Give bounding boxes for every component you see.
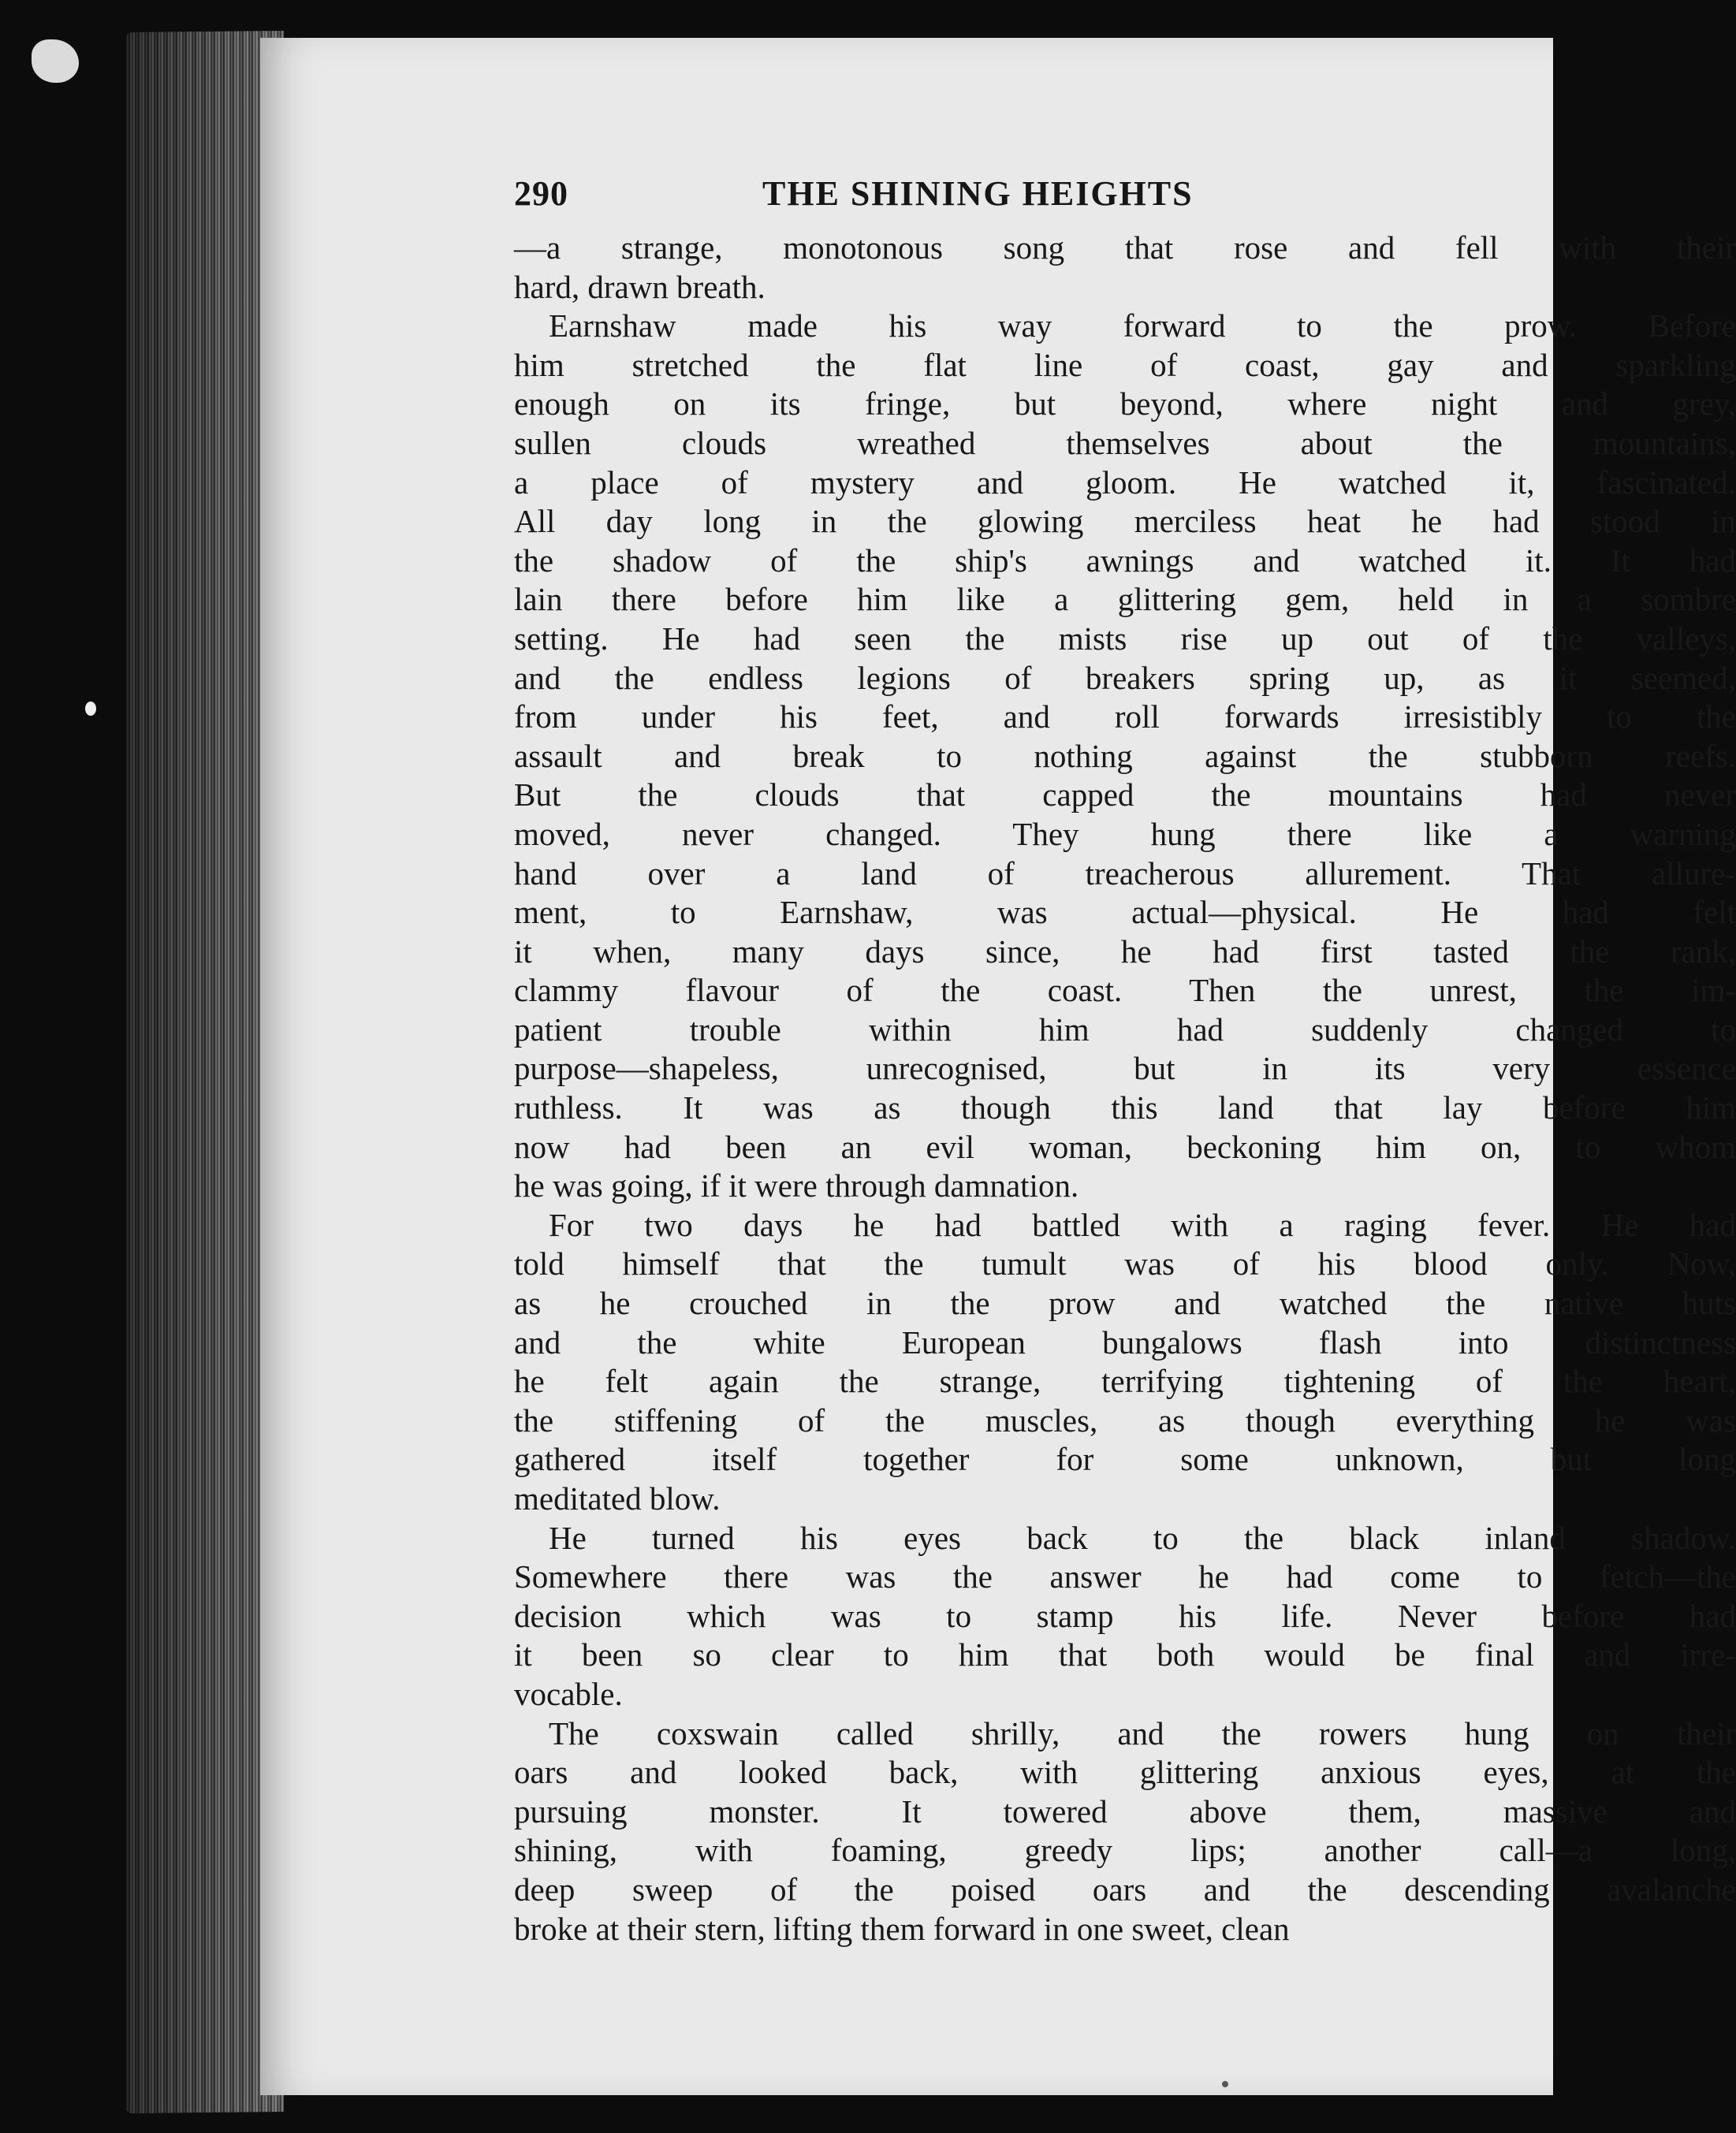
text-line: he felt again the strange, terrifying tightening of the heart, bbox=[514, 1363, 1736, 1400]
text-line: setting. He had seen the mists rise up out of the valleys, bbox=[514, 620, 1736, 657]
running-head bbox=[514, 173, 1736, 229]
text-line: purpose—shapeless, unrecognised, but in its very essence bbox=[514, 1050, 1736, 1087]
text-line: clammy flavour of the coast. Then the unrest, the im- bbox=[514, 972, 1736, 1009]
text-line: broke at their stern, lifting them forward in one sweet, clean bbox=[514, 1910, 1290, 1947]
book-page bbox=[260, 38, 1736, 2095]
page-number: 290 bbox=[514, 174, 568, 213]
text-line: it when, many days since, he had first tasted the rank, bbox=[514, 932, 1736, 970]
text-line: the shadow of the ship's awnings and watched it. It had bbox=[514, 542, 1736, 579]
text-line: oars and looked back, with glittering anxious eyes, at the bbox=[514, 1754, 1736, 1791]
paragraph bbox=[514, 1206, 1736, 1519]
scan-speck bbox=[1222, 2081, 1228, 2087]
text-line: enough on its fringe, but beyond, where night and grey, bbox=[514, 385, 1736, 423]
text-line: he was going, if it were through damnation. bbox=[514, 1167, 1079, 1204]
text-line: the stiffening of the muscles, as though everything he was bbox=[514, 1402, 1736, 1439]
text-line: as he crouched in the prow and watched the native huts bbox=[514, 1285, 1736, 1322]
paragraph bbox=[514, 1714, 1736, 1949]
text-line: sullen clouds wreathed themselves about the mountains, bbox=[514, 424, 1736, 461]
page-content bbox=[514, 173, 1736, 1949]
text-line: and the white European bungalows flash into distinctness bbox=[514, 1323, 1736, 1361]
text-line: pursuing monster. It towered above them, massive and bbox=[514, 1792, 1736, 1830]
text-line: deep sweep of the poised oars and the descending avalanche bbox=[514, 1871, 1736, 1908]
text-line: gathered itself together for some unknown, but long bbox=[514, 1441, 1736, 1478]
body-text bbox=[514, 229, 1736, 1949]
text-line: him stretched the flat line of coast, gay and sparkling bbox=[514, 346, 1736, 383]
text-line: it been so clear to him that both would be final and irre- bbox=[514, 1636, 1736, 1673]
text-line: told himself that the tumult was of his blood only. Now, bbox=[514, 1245, 1736, 1282]
text-line: hand over a land of treacherous allurement. That allure- bbox=[514, 854, 1736, 892]
scan-speck bbox=[85, 702, 96, 716]
text-line: moved, never changed. They hung there like a warning bbox=[514, 815, 1736, 852]
text-line: All day long in the glowing merciless heat he had stood in bbox=[514, 503, 1736, 540]
paragraph bbox=[514, 307, 1736, 1206]
text-line: vocable. bbox=[514, 1675, 623, 1712]
text-line: and the endless legions of breakers spring up, as it seemed, bbox=[514, 659, 1736, 696]
text-line: now had been an evil woman, beckoning him on, to whom bbox=[514, 1128, 1736, 1165]
text-line: a place of mystery and gloom. He watched it, fascinated. bbox=[514, 463, 1736, 501]
text-line: ruthless. It was as though this land that lay before him bbox=[514, 1089, 1736, 1126]
text-line: He turned his eyes back to the black inland shadow. bbox=[549, 1519, 1736, 1556]
text-line: —a strange, monotonous song that rose and fell with their bbox=[514, 229, 1736, 266]
text-line: The coxswain called shrilly, and the rowers hung on their bbox=[549, 1714, 1736, 1751]
text-line: from under his feet, and roll forwards irresistibly to the bbox=[514, 698, 1736, 735]
text-line: assault and break to nothing against the stubborn reefs. bbox=[514, 737, 1736, 774]
text-line: But the clouds that capped the mountains had never bbox=[514, 776, 1736, 813]
text-line: lain there before him like a glittering gem, held in a sombre bbox=[514, 581, 1736, 618]
text-line: meditated blow. bbox=[514, 1480, 721, 1517]
paragraph bbox=[514, 1519, 1736, 1714]
text-line: For two days he had battled with a raging fever. He had bbox=[549, 1206, 1736, 1243]
text-line: shining, with foaming, greedy lips; another call—a long, bbox=[514, 1832, 1736, 1869]
text-line: Somewhere there was the answer he had come to fetch—the bbox=[514, 1558, 1736, 1595]
text-line: hard, drawn breath. bbox=[514, 268, 766, 305]
text-line: patient trouble within him had suddenly changed to bbox=[514, 1011, 1736, 1048]
paragraph bbox=[514, 229, 1736, 307]
scan-speck bbox=[32, 39, 79, 83]
text-line: Earnshaw made his way forward to the prow. Before bbox=[549, 307, 1736, 344]
text-line: ment, to Earnshaw, was actual—physical. He had felt bbox=[514, 894, 1736, 931]
text-line: decision which was to stamp his life. Never before had bbox=[514, 1597, 1736, 1634]
running-title: THE SHINING HEIGHTS bbox=[762, 174, 1194, 213]
